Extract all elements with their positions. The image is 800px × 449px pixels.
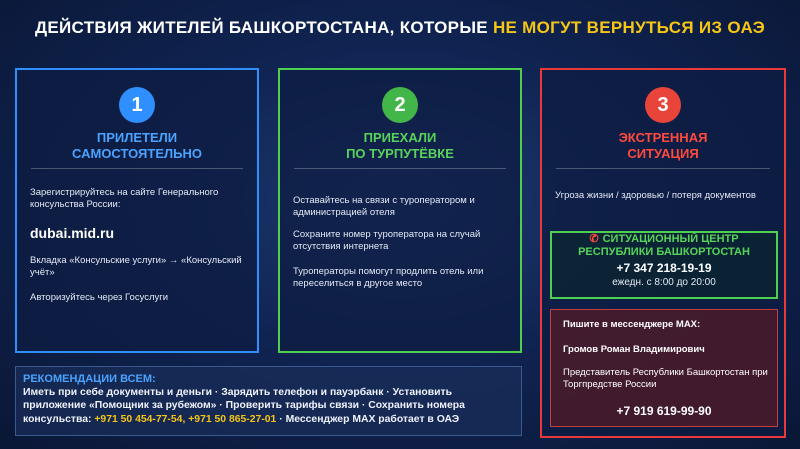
page-title (0, 18, 800, 38)
emergency-text: Угроза жизни / здоровью / потеря документов (555, 190, 756, 201)
step-number-badge: 2 (382, 87, 418, 123)
step-number-badge: 3 (645, 87, 681, 123)
card-heading (542, 130, 784, 162)
contact-text: Оставайтесь на связи с туроператором и администрацией отеля (293, 195, 475, 218)
register-text: Зарегистрируйтесь на сайте Генерального консульства России: (30, 187, 219, 210)
situation-hours: ежедн. с 8:00 до 20:00 (612, 277, 716, 288)
divider (556, 168, 770, 169)
title-main: ДЕЙСТВИЯ ЖИТЕЛЕЙ БАШКОРТОСТАНА, КОТОРЫЕ (34, 18, 493, 37)
consulate-phones[interactable]: +971 50 454-77-54, +971 50 865-27-01 (94, 413, 277, 425)
representative-name: Громов Роман Владимирович (563, 344, 705, 355)
representative-role: Представитель Республики Башкортостан при Торгпредстве России (563, 367, 768, 390)
divider (31, 168, 243, 169)
recommendations-line (23, 413, 514, 426)
card-self-travel (15, 68, 259, 353)
messenger-box (550, 309, 778, 427)
recommendations-line: Иметь при себе документы и деньги · Зарядить телефон и пауэрбанк · Установить (23, 387, 452, 398)
gosuslugi-text: Авторизуйтесь через Госуслуги (30, 292, 169, 303)
divider (294, 168, 506, 169)
card-heading-line: САМОСТОЯТЕЛЬНО (72, 146, 202, 161)
card-heading-line: ПРИЛЕТЕЛИ (96, 130, 178, 145)
situation-phone[interactable]: +7 347 218-19-19 (616, 261, 712, 275)
card-heading (280, 130, 520, 162)
representative-phone[interactable]: +7 919 619-99-90 (616, 404, 712, 418)
situation-title-line: РЕСПУБЛИКИ БАШКОРТОСТАН (578, 246, 750, 258)
recommendations-line: приложение «Помощник за рубежом» · Проверить тарифы связи · Сохранить номера (23, 400, 465, 412)
consulate-site-link[interactable]: dubai.mid.ru (30, 225, 114, 241)
step-number-badge: 1 (119, 87, 155, 123)
save-number-text: Сохраните номер туроператора на случай отсутствия интернета (293, 229, 481, 252)
consulate-label: консульства: (23, 413, 95, 425)
situation-center-title (552, 233, 776, 246)
card-heading-line: ЭКСТРЕННАЯ (618, 130, 708, 145)
messenger-note: · Мессенджер MAX работает в ОАЭ (276, 413, 460, 425)
card-heading-line: СИТУАЦИЯ (627, 146, 699, 161)
situation-center-box (550, 231, 778, 299)
card-heading (17, 130, 257, 162)
card-emergency (540, 68, 786, 438)
messenger-title: Пишите в мессенджере MAX: (563, 319, 701, 330)
recommendations-title: РЕКОМЕНДАЦИИ ВСЕМ: (23, 373, 156, 385)
card-heading-line: ПРИЕХАЛИ (363, 130, 437, 145)
consular-tab-text: Вкладка «Консульские услуги» → «Консульский учёт» (30, 255, 242, 278)
title-highlight: НЕ МОГУТ ВЕРНУТЬСЯ ИЗ ОАЭ (492, 18, 766, 37)
card-heading-line: ПО ТУРПУТЁВКЕ (346, 146, 454, 161)
hotel-extend-text: Туроператоры помогут продлить отель или переселиться в другое место (293, 266, 484, 289)
phone-icon: ✆ (589, 233, 599, 245)
recommendations-box (15, 366, 522, 436)
situation-title-line: СИТУАЦИОННЫЙ ЦЕНТР (602, 233, 739, 245)
card-tour-package (278, 68, 522, 353)
